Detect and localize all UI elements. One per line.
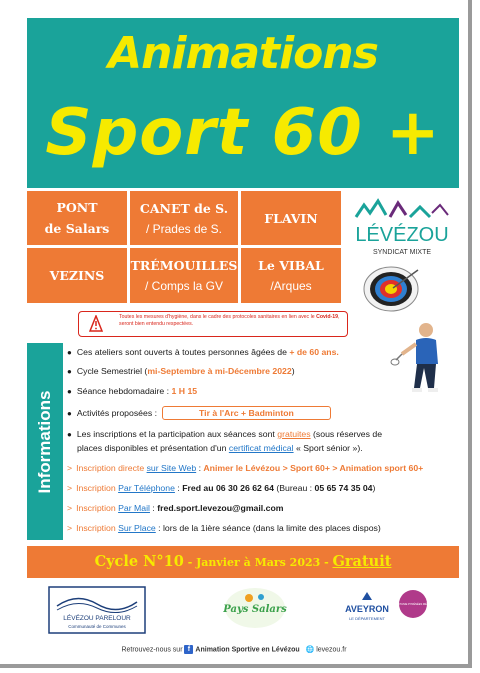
location-canet [130, 191, 238, 245]
facebook-icon: f [184, 645, 193, 654]
email-address[interactable]: fred.sport.levezou@gmail.com [157, 503, 284, 513]
info-line-certificate: places disponibles et présentation d'un certificat médical « Sport sénior »). [77, 443, 363, 453]
title-line-1: Animations [108, 28, 378, 79]
levezou-logo [350, 195, 455, 260]
footer [0, 645, 468, 654]
inscription-place: > Inscription Sur Place : lors de la 1ière séance (dans la limite des places dispos) [67, 523, 381, 533]
sidebar-label: Informations [35, 390, 54, 493]
info-line-cycle: ● Cycle Semestriel (mi-Septembre à mi-Décembre 2022) [67, 366, 295, 376]
location-name: Le VIBAL [258, 258, 324, 273]
aveyron-icon [362, 592, 372, 600]
levezou-logo-name: LÉVÉZOU [355, 224, 449, 246]
location-vezins [27, 248, 127, 303]
title-banner [27, 18, 459, 188]
aveyron-logo: AVEYRON [345, 604, 389, 614]
cycle-banner: Cycle N°10 - Janvier à Mars 2023 - Gratuit [27, 546, 459, 578]
facebook-page-link[interactable]: Animation Sportive en Lévézou [195, 646, 300, 654]
location-tremouilles [130, 248, 238, 303]
title-line-2: Sport 60 + [45, 96, 441, 170]
covid-notice [78, 311, 348, 337]
inscription-phone: > Inscription Par Téléphone : Fred au 06 30 26 62 64 (Bureau : 05 65 74 35 04) [67, 483, 376, 493]
info-line-inscriptions: ● Les inscriptions et la participation aux séances sont gratuites (sous réserves de [67, 429, 383, 439]
location-vibal [241, 248, 341, 303]
location-name: FLAVIN [264, 210, 318, 226]
region-logo-text: RÉGION OCCITANIE PYRÉNÉES MÉDITERRANÉE [382, 603, 444, 606]
locations-grid [27, 191, 341, 303]
inscription-web: > Inscription directe sur Site Web : Animer le Lévézou > Sport 60+ > Animation sport 60+ [67, 463, 424, 473]
location-name: PONT [56, 200, 98, 215]
badminton-player-image [390, 318, 454, 402]
activities-box: Tir à l'Arc + Badminton [162, 406, 331, 420]
inscription-mail: > Inscription Par Mail : fred.sport.levezou@gmail.com [67, 503, 284, 513]
archery-target-image [360, 262, 422, 314]
warning-icon [89, 315, 103, 332]
levezou-logo-sub: SYNDICAT MIXTE [372, 249, 432, 256]
pays-salars-logo: Pays Salars [223, 604, 287, 615]
location-pont [27, 191, 127, 245]
partner-logos [27, 580, 459, 640]
informations-sidebar [27, 343, 63, 540]
location-name: VEZINS [49, 268, 105, 283]
aveyron-logo-sub: LE DÉPARTEMENT [349, 616, 385, 621]
parelour-logo-sub: Communauté de Communes [68, 624, 126, 629]
parelour-logo-text: LÉVÉZOU PARELOUR [63, 615, 131, 622]
covid-notice-text: Toutes les mesures d'hygiène, dans le cadre des protocoles sanitaires en lien avec le Covid-19, seront bien entendu respectées. [119, 314, 340, 327]
footer-text: Retrouvez-nous sur [121, 646, 185, 654]
location-flavin [241, 191, 341, 245]
globe-icon: 🌐 [305, 646, 315, 654]
site-web-link[interactable]: sur Site Web [146, 463, 197, 473]
location-name: TRÉMOUILLES [130, 258, 238, 273]
info-line-age: ● Ces ateliers sont ouverts à toutes personnes âgées de + de 60 ans. [67, 347, 339, 357]
location-sub: /Arques [270, 279, 312, 293]
location-sub: / Comps la GV [144, 279, 224, 293]
location-sub: de Salars [44, 221, 110, 236]
location-name: CANET de S. [139, 200, 229, 216]
info-line-activities: ● Activités proposées : Tir à l'Arc + Badminton [67, 406, 331, 420]
location-sub: / Prades de S. [145, 221, 223, 236]
website-link[interactable]: levezou.fr [316, 646, 347, 654]
info-line-session: ● Séance hebdomadaire : 1 H 15 [67, 386, 198, 396]
certificat-link: certificat médical [228, 443, 294, 453]
